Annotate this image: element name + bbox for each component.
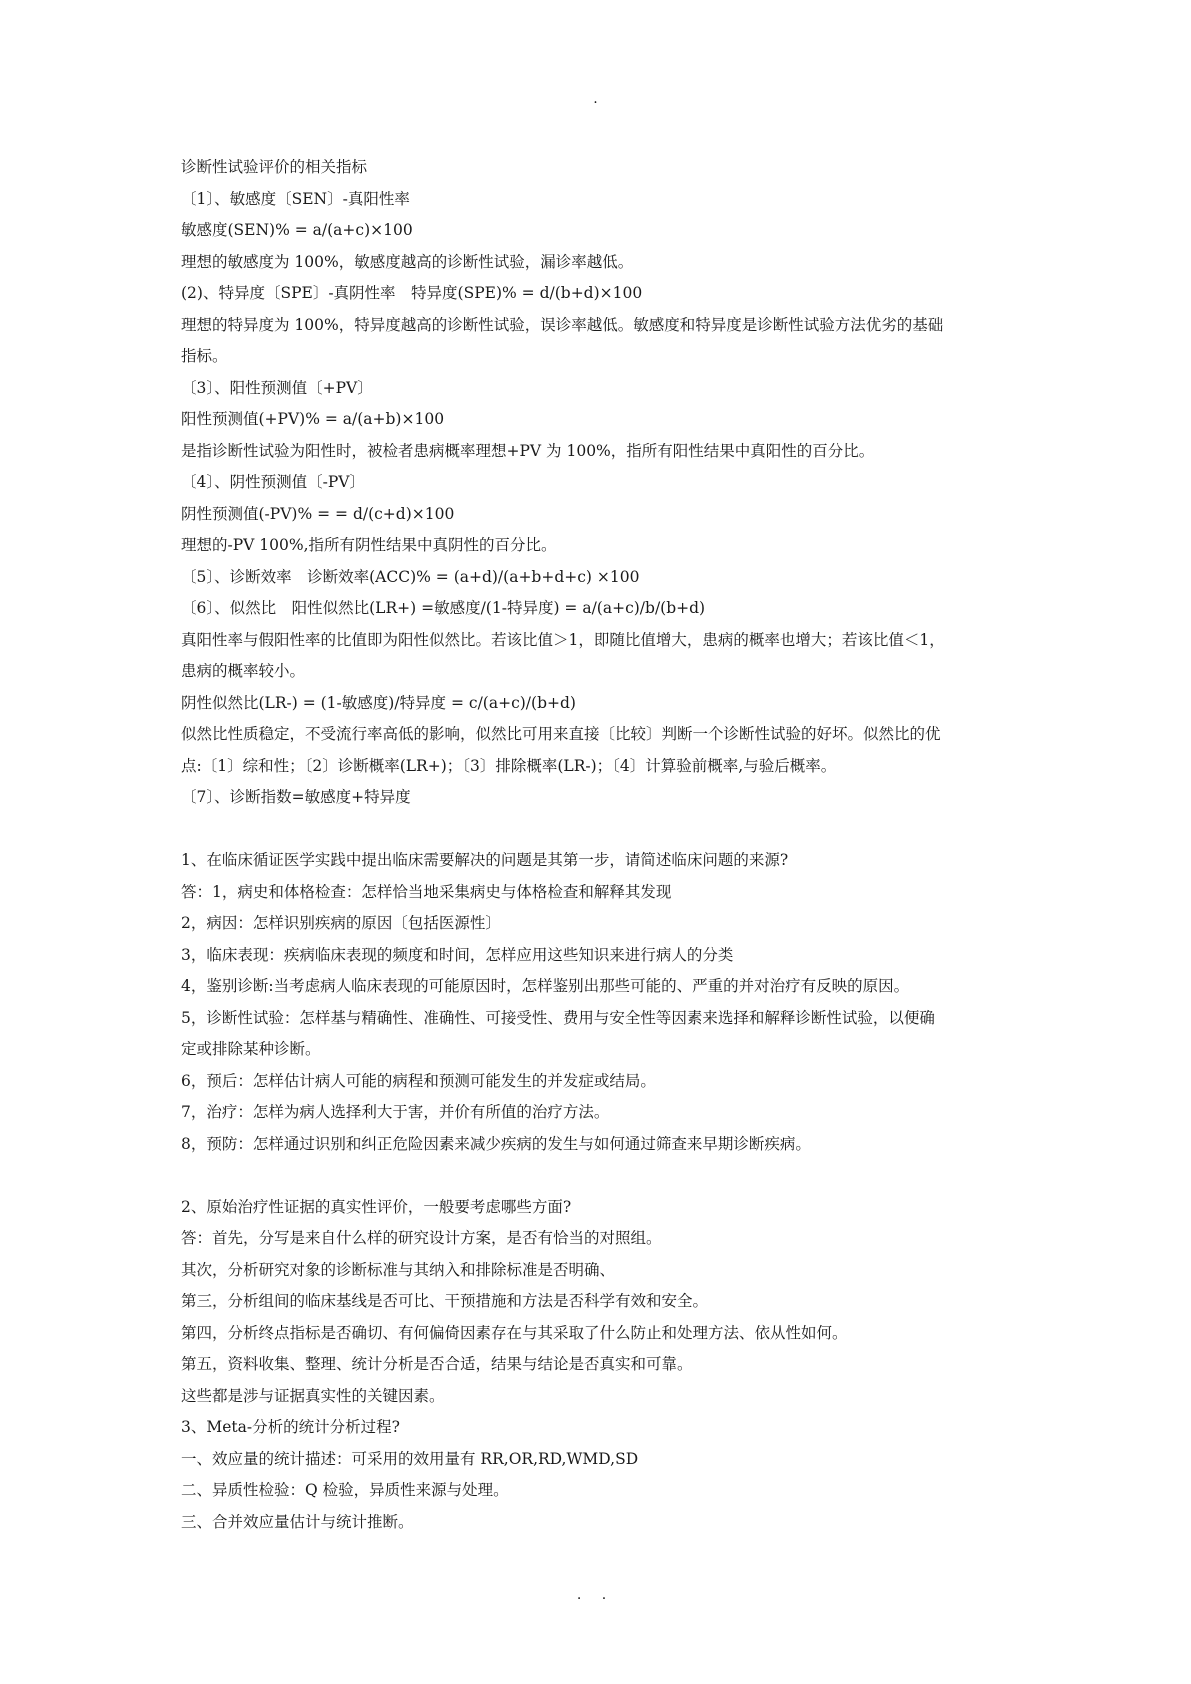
text-line: 〔6〕、似然比 阳性似然比(LR+) =敏感度/(1-特异度) = a/(a+c)/b/(b+d) — [181, 599, 706, 617]
text-line: 这些都是涉与证据真实性的关键因素。 — [181, 1386, 445, 1405]
text-line: 〔4〕、阴性预测值〔-PV〕 — [181, 473, 365, 491]
text-line: 8，预防：怎样通过识别和纠正危险因素来减少疾病的发生与如何通过筛查来早期诊断疾病。 — [181, 1134, 811, 1153]
text-line: 2、原始治疗性证据的真实性评价，一般要考虑哪些方面? — [181, 1197, 572, 1216]
text-line: 〔5〕、诊断效率 诊断效率(ACC)% = (a+d)/(a+b+d+c) ×100 — [181, 567, 640, 586]
text-line: 答：首先，分写是来自什么样的研究设计方案，是否有恰当的对照组。 — [181, 1229, 662, 1247]
document-body — [181, 152, 1021, 1538]
text-line: 真阳性率与假阳性率的比值即为阳性似然比。若该比值＞1，即随比值增大，患病的概率也增大；若该比值＜1， — [181, 630, 945, 649]
text-line: 一、效应量的统计描述：可采用的效用量有 RR,OR,RD,WMD,SD — [181, 1449, 639, 1468]
text-line: 点:〔1〕综和性；〔2〕诊断概率(LR+)；〔3〕排除概率(LR-)；〔4〕计算验前概率,与验后概率。 — [181, 756, 837, 775]
text-line: 第四，分析终点指标是否确切、有何偏倚因素存在与其采取了什么防止和处理方法、依从性如何。 — [181, 1323, 848, 1342]
text-line: 理想的敏感度为 100%，敏感度越高的诊断性试验，漏诊率越低。 — [181, 252, 634, 271]
text-line: 二、异质性检验：Q 检验，异质性来源与处理。 — [181, 1481, 509, 1499]
text-line: 3、Meta-分析的统计分析过程? — [181, 1418, 400, 1436]
text-line: 第三，分析组间的临床基线是否可比、干预措施和方法是否科学有效和安全。 — [181, 1292, 709, 1310]
text-line: 答：1，病史和体格检查：怎样恰当地采集病史与体格检查和解释其发现 — [181, 882, 672, 901]
text-line: 阴性似然比(LR-) = (1-敏感度)/特异度 = c/(a+c)/(b+d) — [181, 693, 576, 712]
text-line: 理想的-PV 100%,指所有阴性结果中真阴性的百分比。 — [181, 536, 557, 554]
text-line: 第五，资料收集、整理、统计分析是否合适，结果与结论是否真实和可靠。 — [181, 1355, 693, 1373]
blank-line — [181, 814, 1021, 846]
text-line: 阴性预测值(-PV)% = = d/(c+d)×100 — [181, 504, 455, 523]
text-line: 〔7〕、诊断指数=敏感度+特异度 — [181, 788, 411, 806]
text-line: 7，治疗：怎样为病人选择利大于害，并价有所值的治疗方法。 — [181, 1103, 610, 1121]
text-line: 理想的特异度为 100%，特异度越高的诊断性试验，误诊率越低。敏感度和特异度是诊断性试验方法优劣的基础 — [181, 315, 944, 334]
text-line: 三、合并效应量估计与统计推断。 — [181, 1512, 414, 1531]
text-line: 6，预后：怎样估计病人可能的病程和预测可能发生的并发症或结局。 — [181, 1071, 656, 1090]
text-line: 指标。 — [181, 347, 228, 365]
text-line: 定或排除某种诊断。 — [181, 1040, 321, 1058]
text-line: (2)、特异度〔SPE〕-真阴性率 特异度(SPE)% = d/(b+d)×100 — [181, 284, 643, 302]
text-line: 阳性预测值(+PV)% = a/(a+b)×100 — [181, 410, 445, 428]
text-line: 诊断性试验评价的相关指标 — [181, 158, 368, 176]
blank-line — [181, 1160, 1021, 1192]
text-line: 3，临床表现：疾病临床表现的频度和时间，怎样应用这些知识来进行病人的分类 — [181, 945, 734, 964]
text-line: 4，鉴别诊断:当考虑病人临床表现的可能原因时，怎样鉴别出那些可能的、严重的并对治疗有反映的原因。 — [181, 977, 910, 995]
text-line: 敏感度(SEN)% = a/(a+c)×100 — [181, 221, 413, 239]
page-footer-mark: . . — [576, 1587, 615, 1603]
page-header-mark: . — [593, 91, 598, 107]
text-line: 似然比性质稳定，不受流行率高低的影响，似然比可用来直接〔比较〕判断一个诊断性试验的好坏。似然比的优 — [181, 725, 941, 743]
text-line: 患病的概率较小。 — [181, 662, 306, 680]
text-line: 2，病因：怎样识别疾病的原因〔包括医源性〕 — [181, 914, 501, 932]
text-line: 1、在临床循证医学实践中提出临床需要解决的问题是其第一步，请简述临床问题的来源? — [181, 851, 789, 869]
text-line: 〔1〕、敏感度〔SEN〕-真阳性率 — [181, 189, 410, 208]
text-line: 其次，分析研究对象的诊断标准与其纳入和排除标准是否明确、 — [181, 1260, 616, 1279]
text-line: 〔3〕、阳性预测值〔+PV〕 — [181, 378, 373, 397]
text-line: 5，诊断性试验：怎样基与精确性、准确性、可接受性、费用与安全性等因素来选择和解释诊断性试验，以便确 — [181, 1008, 935, 1027]
text-line: 是指诊断性试验为阳性时，被检者患病概率理想+PV 为 100%，指所有阳性结果中真阳性的百分比。 — [181, 441, 875, 460]
